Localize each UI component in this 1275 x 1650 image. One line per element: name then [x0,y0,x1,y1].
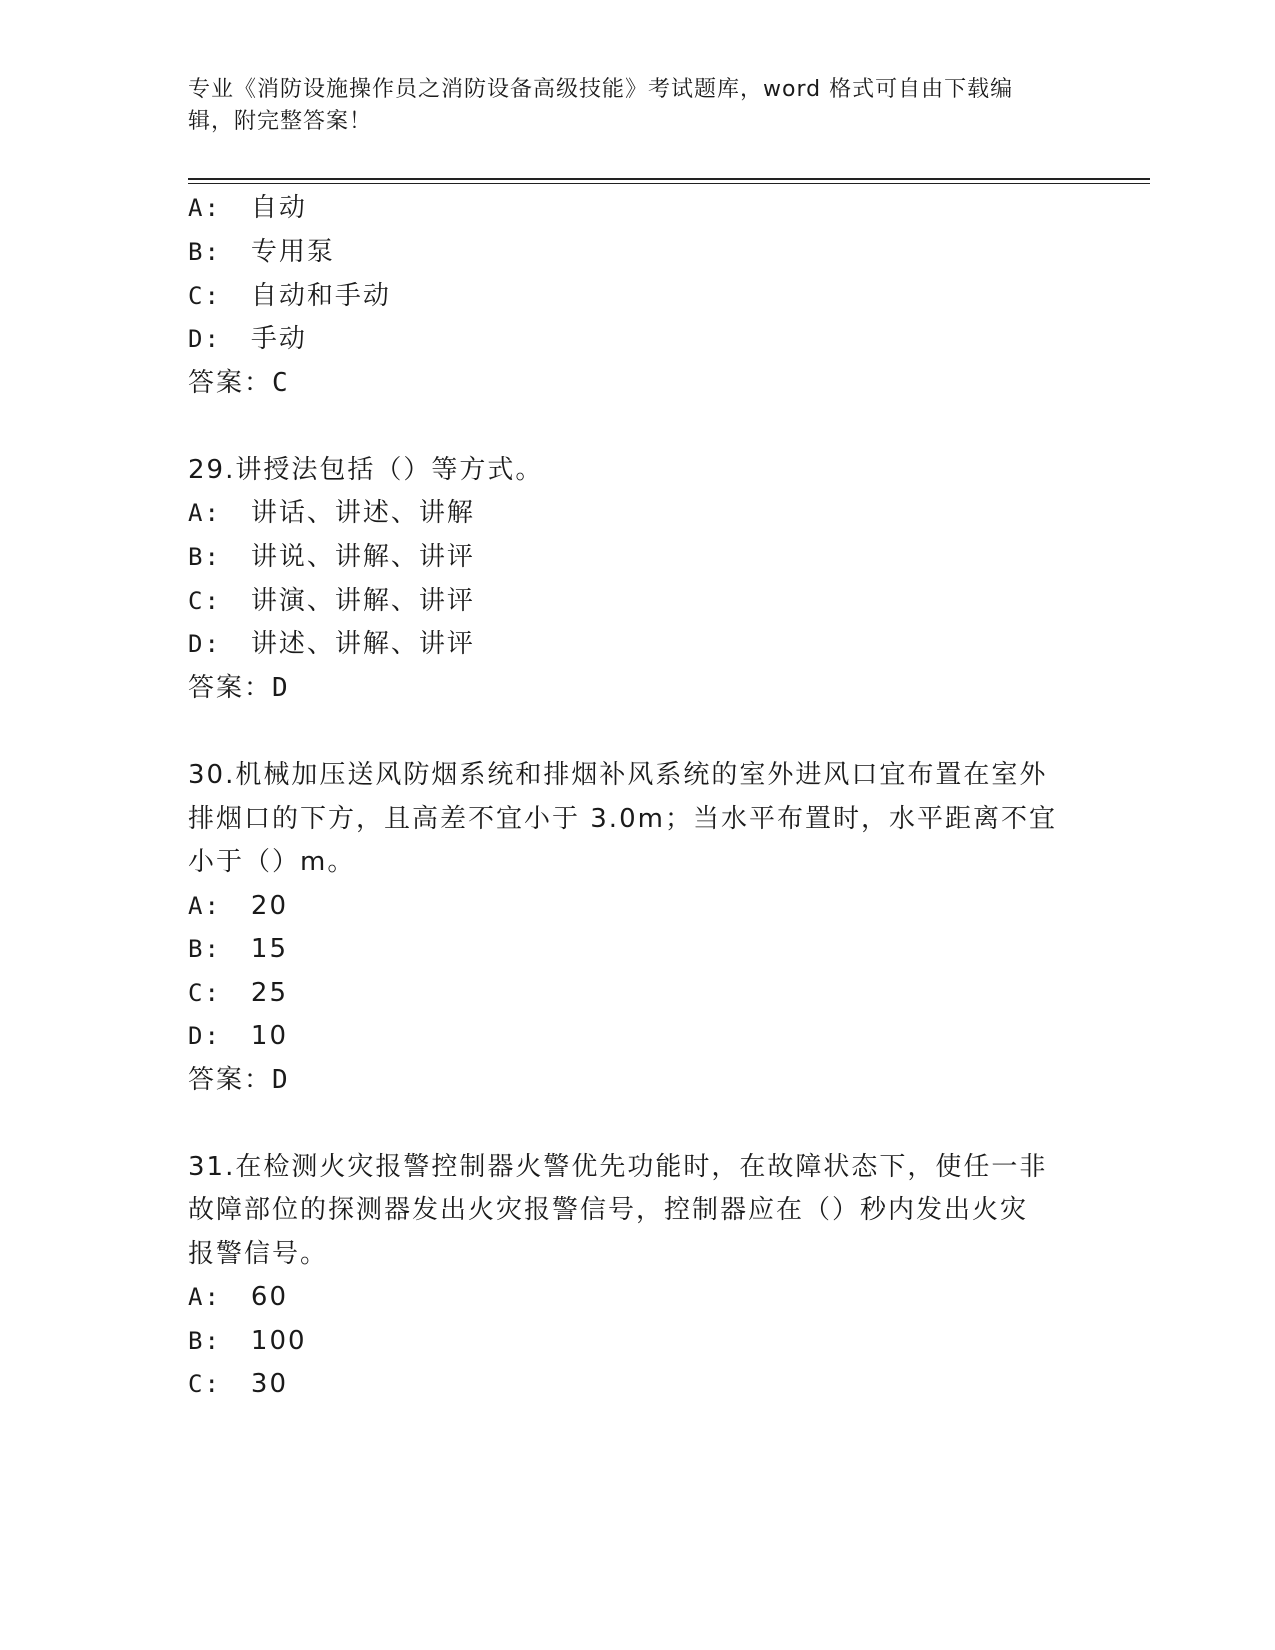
q29-answer: 答案：D [188,673,290,703]
header-divider-thin [188,183,1150,184]
header-divider-thick [188,178,1150,180]
prev-answer: 答案：C [188,368,290,398]
q31-stem-line1: 31.在检测火灾报警控制器火警优先功能时，在故障状态下，使任一非 [188,1152,1048,1182]
q30-stem-line3: 小于（）m。 [188,847,356,877]
q31-option-b: B: 100 [188,1326,307,1356]
q29-option-a: A: 讲话、讲述、讲解 [188,498,475,528]
document-header [188,74,1068,138]
header-text-line2: 辑，附完整答案！ [188,109,373,134]
prev-option-b: B: 专用泵 [188,237,335,267]
q30-option-d: D: 10 [188,1021,288,1051]
prev-option-d: D: 手动 [188,324,307,354]
q30-option-a: A: 20 [188,891,288,921]
q30-option-c: C: 25 [188,978,288,1008]
q29-option-b: B: 讲说、讲解、讲评 [188,542,475,572]
q31-option-a: A: 60 [188,1282,288,1312]
q30-answer: 答案：D [188,1065,290,1095]
q29-option-d: D: 讲述、讲解、讲评 [188,629,475,659]
header-text-line1: 专业《消防设施操作员之消防设备高级技能》考试题库，word 格式可自由下载编 [188,77,1014,102]
q30-option-b: B: 15 [188,934,288,964]
q30-stem-line2: 排烟口的下方，且高差不宜小于 3.0m；当水平布置时，水平距离不宜 [188,804,1057,834]
prev-option-c: C: 自动和手动 [188,281,391,311]
q31-stem-line3: 报警信号。 [188,1239,329,1269]
q29-option-c: C: 讲演、讲解、讲评 [188,586,475,616]
q29-stem: 29.讲授法包括（）等方式。 [188,455,544,485]
prev-option-a: A: 自动 [188,193,307,223]
q31-option-c: C: 30 [188,1369,288,1399]
q31-stem-line2: 故障部位的探测器发出火灾报警信号，控制器应在（）秒内发出火灾 [188,1195,1029,1225]
q30-stem-line1: 30.机械加压送风防烟系统和排烟补风系统的室外进风口宜布置在室外 [188,760,1048,790]
